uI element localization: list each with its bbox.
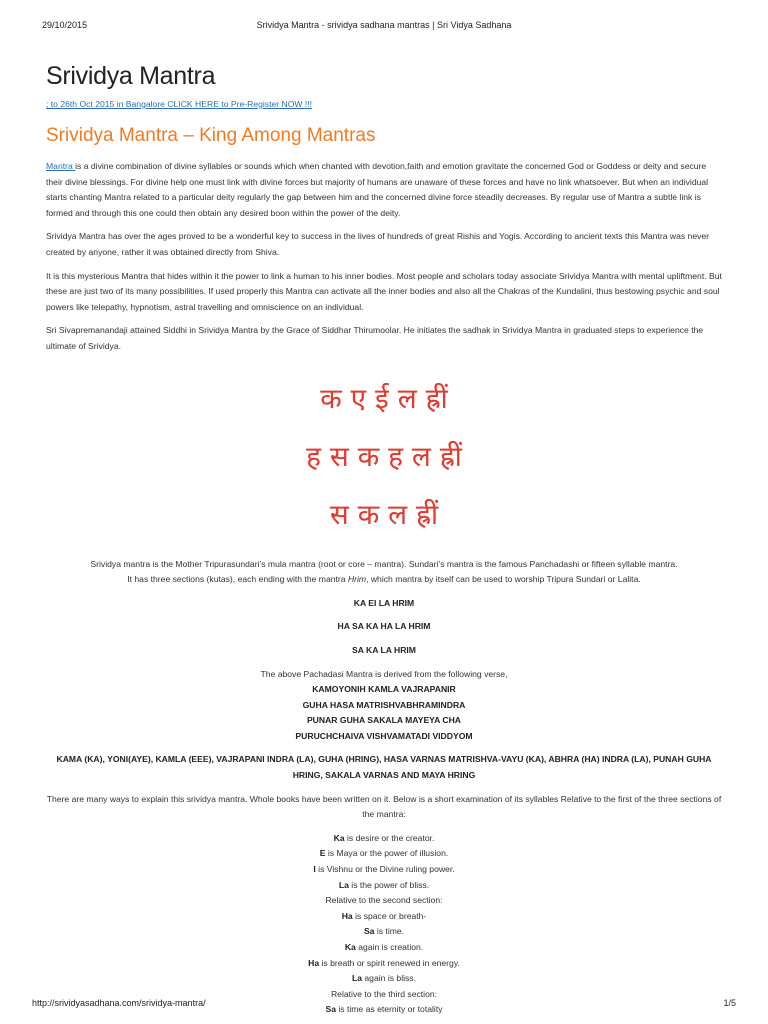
definitions-list [46,831,722,1018]
definition-item [46,924,722,940]
post-title: Srividya Mantra – King Among Mantras [46,125,376,146]
definition-term: La [338,879,349,890]
print-header [0,0,768,40]
paragraph-history: Srividya Mantra has over the ages proved to be a wonderful key to success in the lives of hundreds of great Rishis and Yogis. According to ancient texts this Mantra was never created by anyone, rather it was obtained directly from Shiva. [46,231,710,257]
mantra-image-line-3: स क ल ह्रीं [329,497,439,531]
definition-item [46,831,722,847]
site-title[interactable]: Srividya Mantra [46,62,216,90]
page-content [46,48,722,1018]
mantra-description [46,557,722,1018]
verse-line-4: PURUCHCHAIVA VISHVAMATADI VIDDYOM [295,730,473,741]
print-url: http://srividyasadhana.com/srividya-mantra/ [32,998,206,1008]
definition-item [46,909,722,925]
intro-line-2-b: , which mantra by itself can be used to worship Tripura Sundari or Lalita. [366,574,641,585]
mantra-image-line-1: क ए ई ल ह्रीं [320,381,448,415]
definition-text: is space or breath- [352,910,427,921]
print-page-number: 1/5 [723,998,736,1008]
verse-line-1: KAMOYONIH KAMLA VAJRAPANIR [312,684,456,695]
definition-term: Sa [363,926,375,937]
definition-text: is Vishnu or the Divine ruling power. [315,864,455,875]
definition-term: I [313,864,316,875]
print-date: 29/10/2015 [42,20,88,30]
definition-text: is time. [374,926,405,937]
definition-item [46,846,722,862]
definition-text: Relative to the second section: [325,895,443,906]
definition-text: is Maya or the power of illusion. [325,848,449,859]
verse-intro: The above Pachadasi Mantra is derived from the following verse, [260,668,508,679]
section-3: SA KA LA HRIM [352,644,416,655]
definition-term: Ka [333,832,345,843]
intro-line-2 [46,572,722,588]
verse-line-2: GUHA HASA MATRISHVABHRAMINDRA [302,699,466,710]
intro-line-2-a: It has three sections (kutas), each ending with the mantra [127,574,348,585]
definition-term: La [351,973,363,984]
definition-text: again is creation. [355,942,424,952]
paragraph-intro-text: is a divine combination of divine syllables or sounds which when chanted with devotion,faith and emotion gravitate the concerned God or Goddess or deity and secure their divine blessings. For divine help one must link with divine forces but majority of humans are unaware of these forces and have no link whatsoever. But when an individual starts chanting Mantra related to a particular deity regularly the gap between him and the concerned divine force steadily decreases. By regular use of Mantra a subtle link is formed and through this one could then obtain any desired boon within the power of the deity. [46,161,709,218]
definition-text: is breath or spirit renewed in energy. [319,957,460,968]
definition-item [46,940,722,956]
definition-term: Sa [325,1004,336,1015]
definition-item [46,971,722,987]
definition-term: Ka [344,942,356,952]
definition-term: Ha [341,910,353,921]
definition-item [46,878,722,894]
definition-text: Relative to the third section: [330,988,438,999]
definition-item [46,956,722,972]
definition-term: Ha [308,957,320,968]
explanation: There are many ways to explain this srividya mantra. Whole books have been written on it. Below is a short examination of its syllables Relative to the first of the three sections of the mantra: [46,793,722,820]
mantra-link[interactable]: Mantra [46,161,76,171]
syllable-breakdown: KAMA (KA), YONI(AYE), KAMLA (EEE), VAJRAPANI INDRA (LA), GUHA (HRING), HASA VARNAS MATRISHVA-VAYU (KA), ABHRA (HA) INDRA (LA), PUNAH GUHA HRING, SAKALA VARNAS AND MAYA HRING [56,754,712,781]
mantra-image [294,367,474,547]
verse-line-3: PUNAR GUHA SAKALA MAYEYA CHA [306,715,462,726]
print-page-title: Srividya Mantra - srividya sadhana mantras | Sri Vidya Sadhana [256,20,512,30]
intro-line-2-em: Hrim [347,574,367,585]
paragraph-intro [46,159,722,221]
definition-item [46,862,722,878]
definition-text: is desire or the creator. [344,832,435,843]
section-1: KA EI LA HRIM [353,597,415,608]
section-2: HA SA KA HA LA HRIM [337,621,431,632]
definition-text: is time as eternity or totality [336,1004,443,1015]
definition-text: is the power of bliss. [348,879,430,890]
paragraph-power: It is this mysterious Mantra that hides within it the power to link a human to his inner bodies. Most people and scholars today associate Srividya Mantra with mental upliftment. But these are just two of its many possibilities. If used properly this Mantra can activate all the inner bodies and also all the Chakras of the Kundalini, thus bestowing psychic and soul powers like telepathy, hypnotism, astral travelling and omniscience on an individual. [46,270,722,312]
intro-line-1: Srividya mantra is the Mother Tripurasundari’s mula mantra (root or core – mantra). Sundari’s mantra is the famous Panchadashi or fifteen syllable mantra. [90,558,678,569]
announcement-link[interactable]: ; to 26th Oct 2015 in Bangalore CLICK HERE to Pre-Register NOW !!! [46,99,313,109]
mantra-image-line-2: ह स क ह ल ह्रीं [306,439,462,473]
definition-item [46,893,722,909]
paragraph-siddhi: Sri Sivapremanandaji attained Siddhi in Srividya Mantra by the Grace of Siddhar Thirumoolar. He initiates the sadhak in Srividya Mantra in graduated steps to experience the ultimate of Srividya. [46,325,704,351]
definition-term: E [319,848,326,859]
definition-text: again is bliss. [362,973,416,984]
